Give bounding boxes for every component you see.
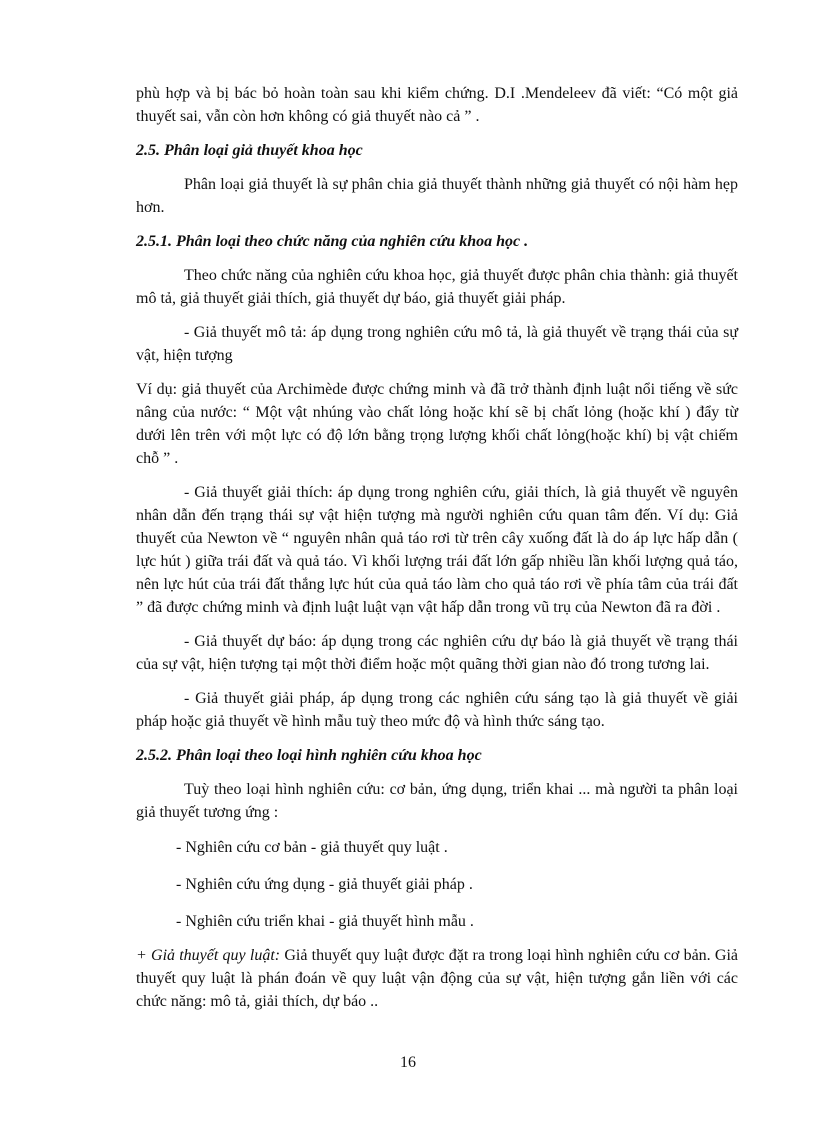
- list-item: - Nghiên cứu cơ bản - giả thuyết quy luật .: [176, 839, 448, 856]
- paragraph-law-hypothesis-body: Giả thuyết quy luật được đặt ra trong loại hình nghiên cứu cơ bản. Giả thuyết quy luật là phán đoán về quy luật vận động của sự vật, hiện tượng gắn liền với các chức năng: mô tả, giải thích, dự báo ..: [136, 947, 738, 1010]
- paragraph-law-hypothesis-lead: + Giả thuyết quy luật:: [136, 947, 281, 964]
- paragraph-classification-definition: Phân loại giả thuyết là sự phân chia giả thuyết thành những giả thuyết có nội hàm hẹp hơn.: [136, 176, 738, 216]
- paragraph-archimedes-example: Ví dụ: giả thuyết của Archimède được chứng minh và đã trở thành định luật nổi tiếng về sức nâng của nước: “ Một vật nhúng vào chất lỏng hoặc khí sẽ bị chất lỏng (hoặc khí ) đẩy từ dưới lên trên với một lực có độ lớn bằng trọng lượng khối chất lỏng(hoặc khí) bị vật chiếm chỗ ” .: [136, 381, 738, 467]
- paragraph-explanatory-hypothesis: - Giả thuyết giải thích: áp dụng trong nghiên cứu, giải thích, là giả thuyết về nguyên nhân dẫn đến trạng thái sự vật hiện tượng mà người nghiên cứu quan tâm đến. Ví dụ: Giả thuyết của Newton về “ nguyên nhân quả táo rơi từ trên cây xuống đất là do áp lực hấp dẫn ( lực hút ) giữa trái đất và quả táo. Vì khối lượng trái đất lớn gấp nhiều lần khối lượng quả táo, nên lực hút của trái đất thắng lực hút của quả táo làm cho quả táo rơi về phía tâm của trái đất ” đã được chứng minh và định luật luật vạn vật hấp dẫn trong vũ trụ của Newton đã ra đời .: [136, 484, 738, 616]
- section-heading-2-5-2: 2.5.2. Phân loại theo loại hình nghiên cứu khoa học: [136, 747, 482, 764]
- section-heading-2-5: 2.5. Phân loại giả thuyết khoa học: [136, 142, 363, 159]
- paragraph-descriptive-hypothesis: - Giả thuyết mô tả: áp dụng trong nghiên cứu mô tả, là giả thuyết về trạng thái của sự vật, hiện tượng: [136, 324, 738, 364]
- paragraph-predictive-hypothesis: - Giả thuyết dự báo: áp dụng trong các nghiên cứu dự báo là giả thuyết về trạng thái của sự vật, hiện tượng tại một thời điểm hoặc một quãng thời gian nào đó trong tương lai.: [136, 633, 738, 673]
- document-page: [136, 82, 738, 1013]
- section-heading-2-5-1: 2.5.1. Phân loại theo chức năng của nghiên cứu khoa học .: [136, 233, 529, 250]
- paragraph-research-type-classification: Tuỳ theo loại hình nghiên cứu: cơ bản, ứng dụng, triển khai ... mà người ta phân loại giả thuyết tương ứng :: [136, 781, 738, 821]
- paragraph-solution-hypothesis: - Giả thuyết giải pháp, áp dụng trong các nghiên cứu sáng tạo là giả thuyết về giải pháp hoặc giả thuyết về hình mẫu tuỳ theo mức độ và hình thức sáng tạo.: [136, 690, 738, 730]
- list-item: - Nghiên cứu triển khai - giả thuyết hình mẫu .: [176, 913, 474, 930]
- list-item: - Nghiên cứu ứng dụng - giả thuyết giải pháp .: [176, 876, 473, 893]
- page-number: 16: [400, 1054, 416, 1071]
- paragraph-mendeleev-quote: phù hợp và bị bác bỏ hoàn toàn sau khi kiểm chứng. D.I .Mendeleev đã viết: “Có một giả thuyết sai, vẫn còn hơn không có giả thuyết nào cả ” .: [136, 85, 738, 125]
- paragraph-law-hypothesis: [136, 944, 738, 1013]
- paragraph-function-classification: Theo chức năng của nghiên cứu khoa học, giả thuyết được phân chia thành: giả thuyết mô tả, giả thuyết giải thích, giả thuyết dự báo, giả thuyết giải pháp.: [136, 267, 738, 307]
